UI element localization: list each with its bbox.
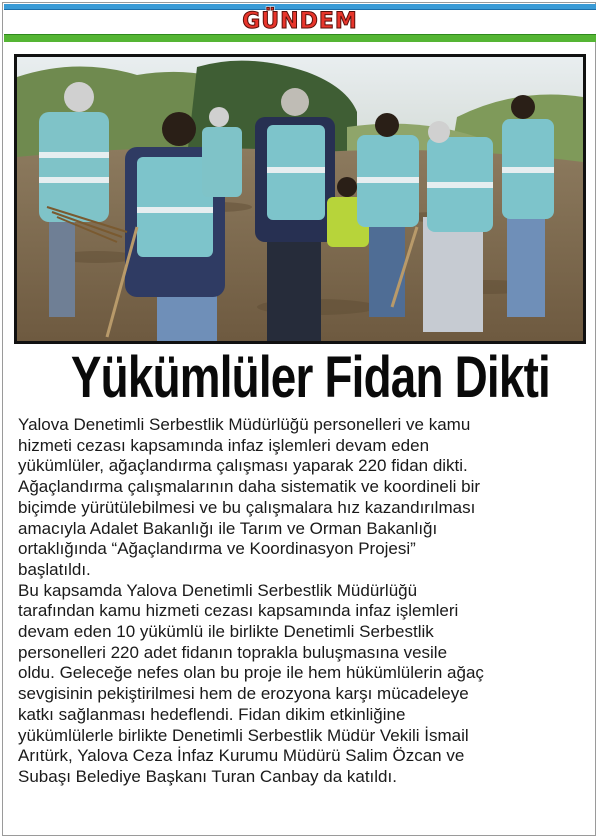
body-line: Ağaçlandırma çalışmalarının daha sistematik ve koordineli bir	[18, 477, 481, 497]
photo-tree-planting-icon	[17, 57, 583, 341]
body-line: yükümlüler, ağaçlandırma çalışması yaparak 220 fidan dikti.	[18, 456, 468, 476]
article-headline: Yükümlüler Fidan Dikti	[70, 345, 550, 410]
body-line: katkı sağlanması hedeflendi. Fidan dikim etkinliğine	[18, 704, 406, 724]
body-line: devam eden 10 yükümlü ile birlikte Denetimli Serbestlik	[18, 622, 434, 642]
section-label: GÜNDEM	[242, 9, 358, 34]
body-line: biçimde yürütülebilmesi ve bu çalışmalara hız kazandırılması	[18, 497, 476, 517]
article-body	[18, 415, 596, 788]
body-line: yükümlülerle birlikte Denetimli Serbestlik Müdür Vekili İsmail	[18, 725, 469, 745]
body-line: Subaşı Belediye Başkanı Turan Canbay da katıldı.	[18, 766, 397, 786]
body-line: başlatıldı.	[18, 559, 91, 579]
body-line: Yalova Denetimli Serbestlik Müdürlüğü personelleri ve kamu	[18, 415, 471, 434]
body-line: personelleri 220 adet fidanın toprakla buluşmasına vesile	[18, 642, 448, 662]
body-line: Bu kapsamda Yalova Denetimli Serbestlik Müdürlüğü	[18, 580, 418, 600]
body-line: hizmeti cezası kapsamında infaz işlemleri devam eden	[18, 435, 430, 455]
body-line: ortaklığında “Ağaçlandırma ve Koordinasyon Projesi”	[18, 539, 416, 559]
section-header	[4, 4, 596, 42]
header-green-band	[4, 34, 596, 42]
header-line-green	[4, 34, 596, 35]
body-line: tarafından kamu hizmeti cezası kapsamında infaz işlemleri	[18, 601, 459, 621]
body-line: amacıyla Adalet Bakanlığı ile Tarım ve Orman Bakanlığı	[18, 518, 438, 538]
article-photo	[14, 54, 586, 344]
body-line: oldu. Geleceğe nefes olan bu proje ile hem hükümlülerin ağaç	[18, 663, 484, 683]
body-line: Arıtürk, Yalova Ceza İnfaz Kurumu Müdürü Salim Özcan ve	[18, 746, 465, 766]
body-line: sevgisinin pekiştirilmesi hem de erozyona karşı mücadeleye	[18, 684, 469, 704]
